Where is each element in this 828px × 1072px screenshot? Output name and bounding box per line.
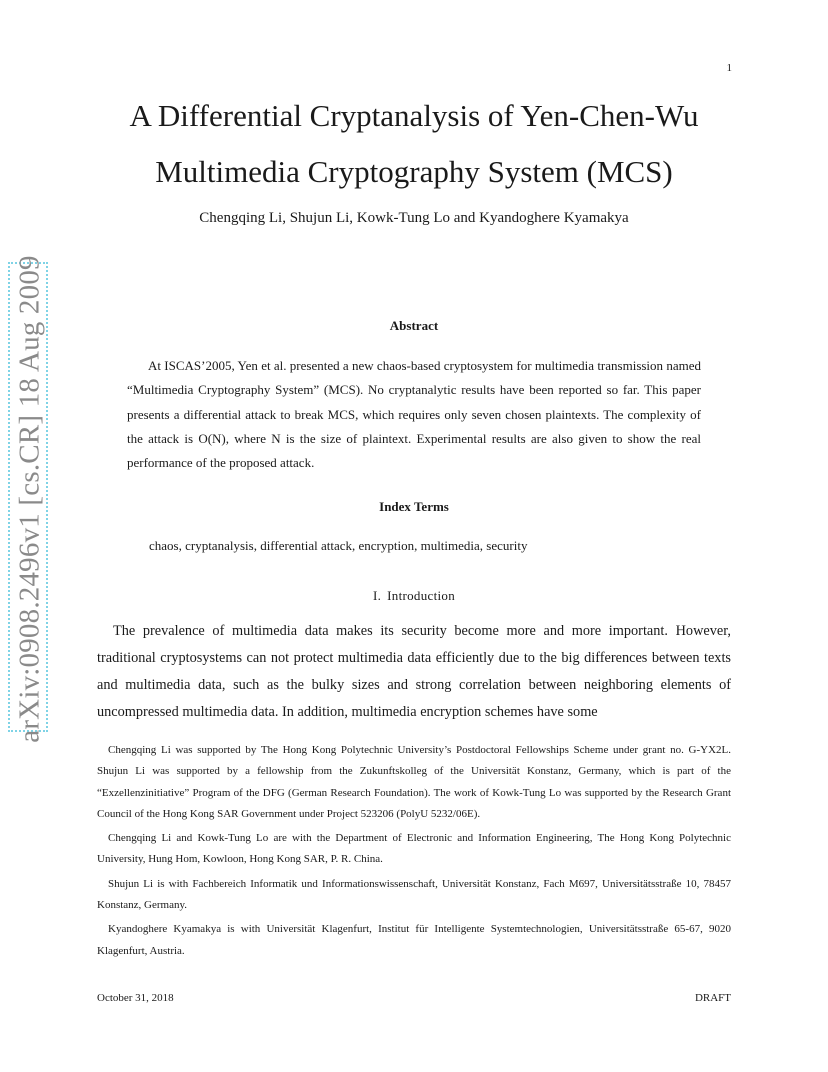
footer-draft-label: DRAFT [694,992,731,1004]
section-heading [90,588,738,604]
arxiv-stamp[interactable] [8,255,48,743]
footnote-funding: Chengqing Li was supported by The Hong Kong Polytechnic University’s Postdoctoral Fellowships Scheme under grant no. G-YX2L. Shujun Li was supported by a fellowship from the Zukunftskolleg of the Universität Konstanz, Germany, which is part of the “Exzellenzinitiative” Program of the DFG (German Research Foundation). The work of Kowk-Tung Lo was supported by the Research Grant Council of the Hong Kong SAR Government under Project 523206 (PolyU 5232/06E). [97,744,731,820]
abstract-body: At ISCAS’2005, Yen et al. presented a new chaos-based cryptosystem for multimedia transmission named “Multimedia Cryptography System” (MCS). No cryptanalytic results have been reported so far. This paper presents a differential attack to break MCS, which requires only seven chosen plaintexts. The complexity of the attack is O(N), where N is the size of plaintext. Experimental results are also given to show the real performance of the proposed attack. [127,358,701,471]
index-terms-heading: Index Terms [379,499,449,514]
paper-title [90,88,738,200]
section-number: I. [372,588,382,603]
title-line-1: A Differential Cryptanalysis of Yen-Chen-Wu [129,98,699,133]
abstract-heading: Abstract [389,318,439,333]
footnote-affiliation-kyamakya: Kyandoghere Kyamakya is with Universität Klagenfurt, Institut für Intelligente Systemtechnologien, Universitätsstraße 65-67, 9020 Klagenfurt, Austria. [97,923,731,957]
author-list: Chengqing Li, Shujun Li, Kowk-Tung Lo and Kyandoghere Kyamakya [199,210,629,226]
footnote-affiliation-shujun-li: Shujun Li is with Fachbereich Informatik und Informationswissenschaft, Universität Konstanz, Fach M697, Universitätsstraße 10, 78457 Konstanz, Germany. [97,877,731,912]
footnote-affiliation-li-lo: Chengqing Li and Kowk-Tung Lo are with the Department of Electronic and Information Engineering, The Hong Kong Polytechnic University, Hung Hom, Kowloon, Hong Kong SAR, P. R. China. [97,832,731,866]
title-line-2: Multimedia Cryptography System (MCS) [155,154,673,189]
page-number: 1 [726,62,732,74]
section-title: Introduction [387,588,456,603]
footnotes [97,740,731,965]
arxiv-stamp-text: arXiv:0908.2496v1 [cs.CR] 18 Aug 2009 [13,255,46,743]
footer-date: October 31, 2018 [97,992,174,1004]
index-terms-list: chaos, cryptanalysis, differential attack, encryption, multimedia, security [149,538,528,553]
intro-paragraph: The prevalence of multimedia data makes its security become more and more important. However, traditional cryptosystems can not protect multimedia data efficiently due to the big differences between texts and multimedia data, such as the bulky sizes and strong correlation between neighboring elements of uncompressed multimedia data. In addition, multimedia encryption schemes have some [97,623,731,720]
